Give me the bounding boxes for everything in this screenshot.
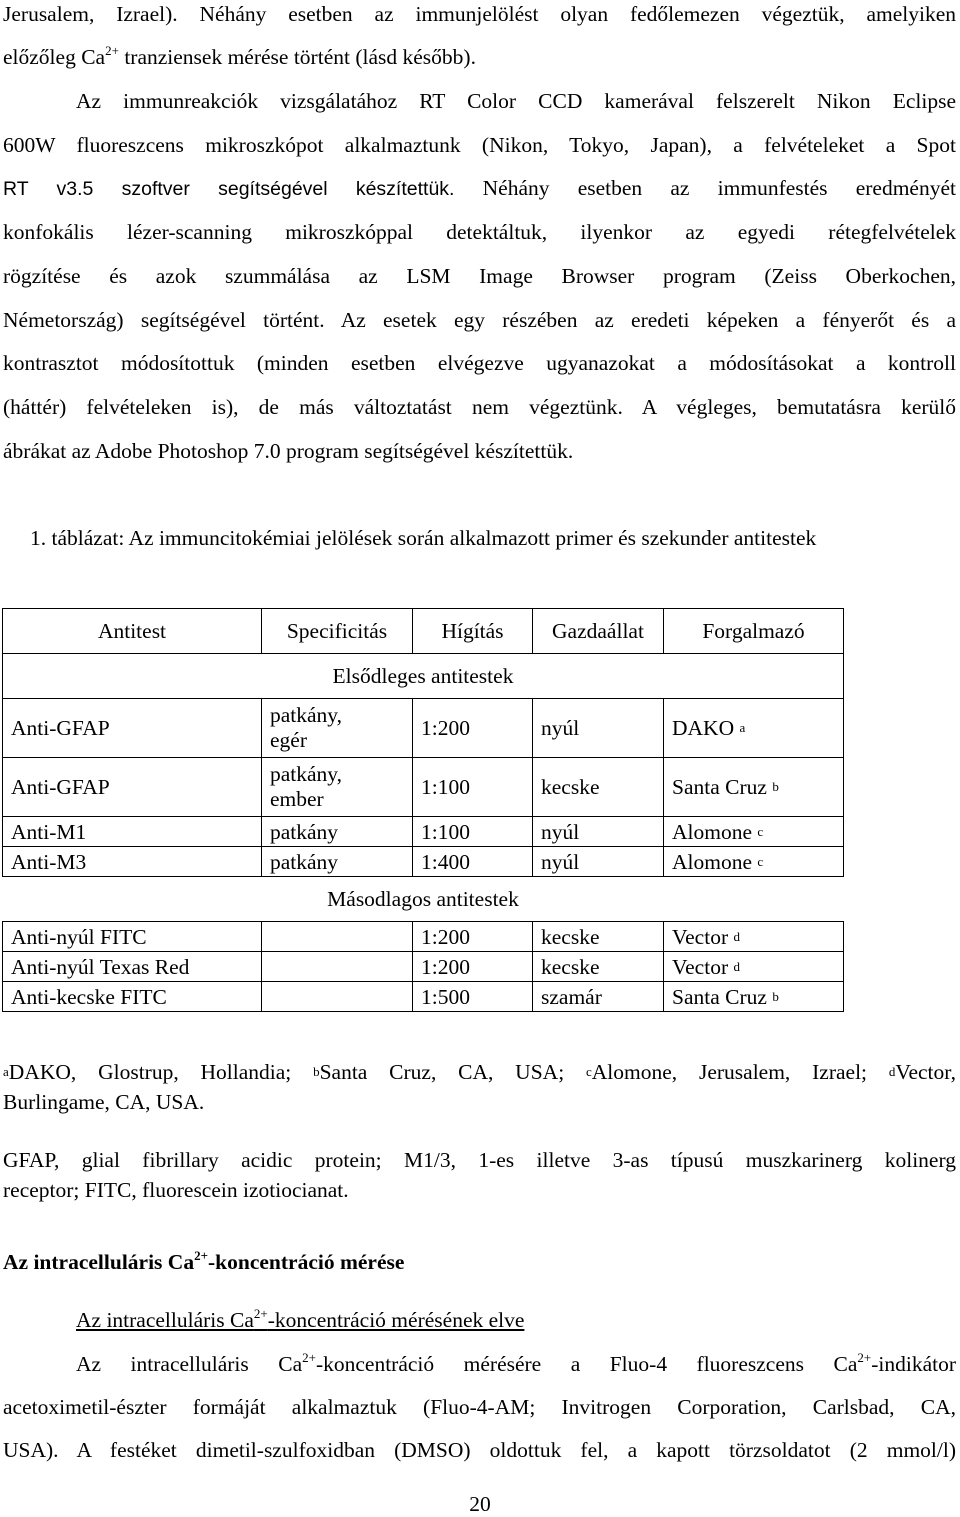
cell-antibody: Anti-M3 [3,847,262,877]
cell-vendor [664,817,844,847]
abbreviations-line [3,1148,956,1173]
text: 600W fluoreszcens mikroszkópot alkalmaztunk (Nikon, Tokyo, Japan), a felvételeket a Spot [3,133,956,157]
antibody-table [2,608,844,1012]
cell-antibody: Anti-M1 [3,817,262,847]
text: Santa Cruz [672,775,767,799]
cell-host: kecske [533,758,664,817]
footnote-ref: c [757,823,764,839]
cell-dilution: 1:200 [413,699,533,758]
cell-dilution: 1:500 [413,982,533,1012]
section-row [3,877,844,922]
cell-dilution: 1:200 [413,922,533,952]
header-cell: Forgalmazó [664,609,844,654]
cell-specificity [262,952,413,982]
superscript: 2+ [302,1350,316,1365]
text: -koncentráció mérésére a Fluo-4 fluoreszcens Ca [315,1352,858,1376]
cell-specificity [262,922,413,952]
text: Németország) segítségével történt. Az esetek egy részében az eredeti képeken a fényerőt és a [3,308,956,332]
text: patkány, [270,703,343,727]
text: egér [270,728,307,752]
text: -koncentráció mérése [208,1250,405,1274]
cell-dilution: 1:100 [413,758,533,817]
text: 1. táblázat: Az immuncitokémiai jelölések során alkalmazott primer és szekunder antitestek [30,526,817,550]
cell-vendor [664,982,844,1012]
text: receptor; FITC, fluorescein izotiocianat. [3,1178,349,1202]
cell-specificity: patkány [262,847,413,877]
text: Vector [672,924,729,949]
cell-dilution: 1:200 [413,952,533,982]
cell-specificity: patkány [262,817,413,847]
section-heading [3,1250,404,1275]
text: Az intracelluláris Ca [76,1308,254,1332]
table-row [3,952,844,982]
superscript: 2+ [194,1248,208,1263]
text-line [3,1438,956,1463]
cell-vendor [664,847,844,877]
cell-antibody: Anti-GFAP [3,699,262,758]
table-row [3,847,844,877]
header-cell: Gazdaállat [533,609,664,654]
text: ábrákat az Adobe Photoshop 7.0 program segítségével készítettük. [3,439,574,463]
footnote-line [3,1090,204,1115]
cell-dilution: 1:400 [413,847,533,877]
cell-host: szamár [533,982,664,1012]
text: -koncentráció mérésének elve [267,1308,525,1332]
subsection-heading [76,1308,524,1333]
text: Vector, [895,1060,956,1084]
text: Néhány esetben az immunfestés eredményét [454,176,956,200]
footnote-mark: d [888,1064,896,1079]
text: Vector [672,954,729,979]
text: Jerusalem, Izrael). Néhány esetben az immunjelölést olyan fedőlemezen végeztük, amelyiken [3,2,956,26]
text: Alomone [672,819,753,844]
text-line [3,308,956,333]
text-line [3,2,956,27]
table-row [3,817,844,847]
section-label: Másodlagos antitestek [3,877,844,922]
text: tranziensek mérése történt (lásd később). [118,45,476,69]
table-row [3,699,844,758]
table-header-row [3,609,844,654]
cell-vendor [664,758,844,817]
cell-host: nyúl [533,847,664,877]
header-cell: Antitest [3,609,262,654]
footnote-ref: d [733,958,740,974]
cell-dilution: 1:100 [413,817,533,847]
cell-antibody: Anti-nyúl Texas Red [3,952,262,982]
cell-vendor [664,922,844,952]
text: DAKO, Glostrup, Hollandia; [8,1060,314,1084]
text: kontrasztot módosítottuk (minden esetben elvégezve ugyanazokat a módosításokat a kontroll [3,351,956,375]
footnote-mark: a [3,1064,9,1079]
text: (háttér) felvételeken is), de más változtatást nem végeztünk. A végleges, bemutatásra kerülő [3,395,956,419]
text: Alomone, Jerusalem, Izrael; [591,1060,889,1084]
text-line [3,395,956,420]
footnote-ref: b [772,988,779,1004]
cell-host: kecske [533,922,664,952]
text: Alomone [672,849,753,874]
text: DAKO [672,716,735,740]
footnote-mark: b [313,1064,320,1079]
text-line [3,264,956,289]
text: konfokális lézer-scanning mikroszkóppal detektáltuk, ilyenkor az egyedi rétegfelvételek [3,220,956,244]
cell-specificity [262,982,413,1012]
text: rögzítése és azok szummálása az LSM Image Browser program (Zeiss Oberkochen, [3,264,956,288]
cell-host: nyúl [533,699,664,758]
footnote-ref: d [733,928,740,944]
text-line [3,351,956,376]
text: Burlingame, CA, USA. [3,1090,205,1114]
cell-specificity [262,699,413,758]
superscript: 2+ [105,43,119,58]
text: ember [270,787,324,811]
footnote-mark: c [585,1064,592,1079]
cell-vendor [664,699,844,758]
cell-host: kecske [533,952,664,982]
text: Az intracelluláris Ca [3,1250,195,1274]
text: Santa Cruz, CA, USA; [319,1060,586,1084]
cell-antibody: Anti-GFAP [3,758,262,817]
text: patkány, [270,762,343,786]
footnote-ref: b [772,779,779,794]
header-cell: Hígítás [413,609,533,654]
text-line [3,439,573,464]
text-line [3,45,476,70]
text: Az intracelluláris Ca [76,1352,303,1376]
text: előzőleg Ca [3,45,106,69]
text-line [3,220,956,245]
cell-host: nyúl [533,817,664,847]
text-line [3,1395,956,1420]
table-caption [30,526,816,551]
footnote-line [3,1060,956,1085]
text-line [3,176,956,201]
text-line [76,89,956,114]
table-row [3,758,844,817]
table-row [3,922,844,952]
text: Az immunreakciók vizsgálatához RT Color CCD kamerával felszerelt Nikon Eclipse [76,89,956,113]
footnote-ref: a [739,720,746,735]
text-line [76,1352,956,1377]
cell-specificity [262,758,413,817]
text: RT v3.5 szoftver segítségével készítettük. [3,178,455,200]
header-cell: Specificitás [262,609,413,654]
section-row [3,654,844,699]
text: -indikátor [871,1352,957,1376]
cell-antibody: Anti-nyúl FITC [3,922,262,952]
text: Santa Cruz [672,984,767,1009]
superscript: 2+ [253,1306,268,1321]
abbreviations-line [3,1178,349,1203]
cell-antibody: Anti-kecske FITC [3,982,262,1012]
text: USA). A festéket dimetil-szulfoxidban (DMSO) oldottuk fel, a kapott törzsoldatot (2 mmol/l) [3,1438,956,1462]
section-label: Elsődleges antitestek [3,654,844,699]
superscript: 2+ [857,1350,872,1365]
table-row [3,982,844,1012]
page-number: 20 [469,1492,491,1516]
text: acetoximetil-észter formáját alkalmaztuk (Fluo-4-AM; Invitrogen Corporation, Carlsbad, CA, [3,1395,956,1419]
text-line [3,133,956,158]
footnote-ref: c [757,853,764,869]
cell-vendor [664,952,844,982]
text: GFAP, glial fibrillary acidic protein; M1/3, 1-es illetve 3-as típusú muszkarinerg kolinerg [3,1148,956,1172]
